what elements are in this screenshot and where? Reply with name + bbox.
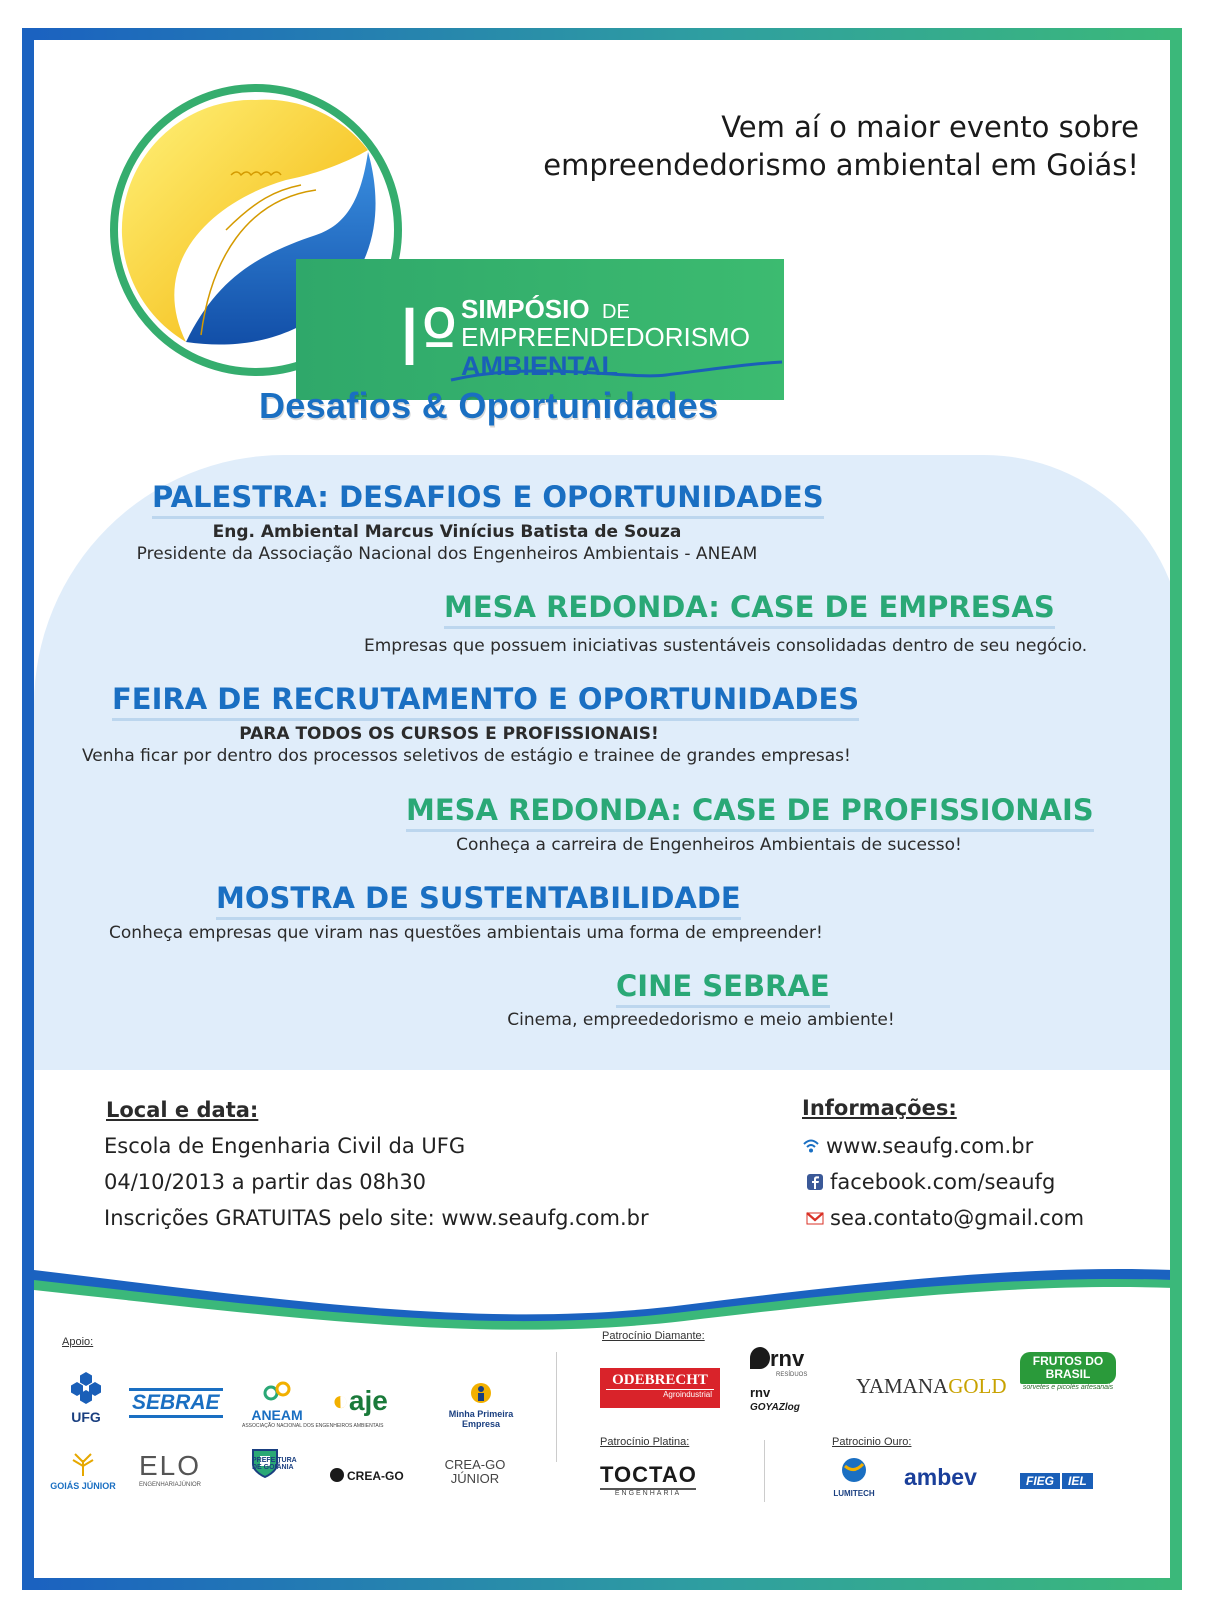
logo-de: DE <box>602 301 630 323</box>
local-place: Escola de Engenharia Civil da UFG <box>104 1134 466 1158</box>
local-signup: Inscrições GRATUITAS pelo site: www.seaufg.com.br <box>104 1206 649 1230</box>
tagline <box>514 108 1139 184</box>
palestra-speaker: Eng. Ambiental Marcus Vinícius Batista de Souza <box>212 522 682 542</box>
cine-desc: Cinema, empreededorismo e meio ambiente! <box>507 1010 895 1030</box>
logo-simposio: SIMPÓSIO <box>461 294 590 324</box>
tree-icon <box>68 1448 98 1476</box>
ufg-icon <box>69 1370 103 1404</box>
tagline-line-1: Vem aí o maior evento sobre <box>721 110 1139 144</box>
logo-odebrecht: ODEBRECHT Agroindustrial <box>600 1368 720 1408</box>
logo-sebrae: SEBRAE <box>129 1388 223 1418</box>
logo-aneam: ANEAM ASSOCIAÇÃO NACIONAL DOS ENGENHEIROS AMBIENTAIS <box>242 1380 312 1429</box>
logo-elo: ELO ENGENHARIAJÚNIOR <box>138 1450 202 1488</box>
info-site[interactable]: www.seaufg.com.br <box>826 1134 1034 1158</box>
facebook-icon <box>806 1173 824 1191</box>
logo-ambiental: AMBIENTAL <box>461 351 618 381</box>
mesa-empresas-desc: Empresas que possuem iniciativas sustentáveis consolidadas dentro de seu negócio. <box>364 636 1088 656</box>
info-label: Informações: <box>802 1096 957 1120</box>
platina-label: Patrocínio Platina: <box>600 1436 690 1448</box>
wave-divider <box>34 1250 1174 1330</box>
feira-subtitle: PARA TODOS OS CURSOS E PROFISSIONAIS! <box>239 724 659 744</box>
logo-crea-go: CREA-GO <box>330 1468 404 1483</box>
logo-aje: ◐aje <box>332 1385 388 1416</box>
logo-empreendedorismo: EMPREENDEDORISMO <box>461 322 750 352</box>
logo-goias-junior: GOIÁS JÚNIOR <box>48 1448 118 1491</box>
logo-rnv: rnv RESÍDUOS rnv GOYAZlog <box>750 1346 808 1413</box>
ouro-label: Patrocinio Ouro: <box>832 1436 912 1448</box>
mostra-desc: Conheça empresas que viram nas questões ambientais uma forma de empreender! <box>109 923 823 943</box>
logo-fieg-iel: FIEG IEL <box>1020 1472 1093 1490</box>
logo-yamana-gold: YAMANAGOLD <box>856 1374 1007 1398</box>
section-title-cine: CINE SEBRAE <box>616 969 830 1008</box>
feira-desc: Venha ficar por dentro dos processos seletivos de estágio e trainee de grandes empresas! <box>82 746 851 766</box>
subtitle: Desafios & Oportunidades <box>259 385 719 426</box>
logo-ambev: ambev <box>904 1464 977 1490</box>
logo-prefeitura: PREFEITURA DE GOIÂNIA <box>220 1448 310 1471</box>
section-title-mostra: MOSTRA DE SUSTENTABILIDADE <box>216 881 741 920</box>
gmail-icon <box>806 1209 824 1227</box>
local-date: 04/10/2013 a partir das 08h30 <box>104 1170 427 1194</box>
mesa-profissionais-desc: Conheça a carreira de Engenheiros Ambientais de sucesso! <box>456 835 962 855</box>
divider <box>556 1352 557 1462</box>
apoio-label: Apoio: <box>62 1336 94 1348</box>
section-title-palestra: PALESTRA: DESAFIOS E OPORTUNIDADES <box>152 480 824 519</box>
info-facebook[interactable]: facebook.com/seaufg <box>830 1170 1056 1194</box>
section-title-mesa-empresas: MESA REDONDA: CASE DE EMPRESAS <box>444 590 1055 629</box>
logo-ufg <box>56 1370 116 1425</box>
globe-icon <box>839 1456 869 1484</box>
palestra-role: Presidente da Associação Nacional dos Engenheiros Ambientais - ANEAM <box>136 544 758 564</box>
wifi-icon <box>802 1137 820 1155</box>
ufg-text: UFG <box>71 1409 101 1425</box>
divider <box>764 1440 765 1502</box>
person-icon <box>470 1382 492 1404</box>
logo-frutos-do-brasil: FRUTOS DO BRASIL sorvetes e picolés artesanais <box>1020 1352 1116 1391</box>
info-facebook-row[interactable] <box>806 1170 1055 1194</box>
local-label: Local e data: <box>106 1098 259 1122</box>
logo-crea-go-junior: CREA-GO JÚNIOR <box>444 1457 506 1486</box>
info-site-row[interactable] <box>802 1134 1033 1158</box>
info-email-row[interactable] <box>806 1206 1084 1230</box>
gears-icon <box>262 1380 292 1402</box>
section-title-mesa-profissionais: MESA REDONDA: CASE DE PROFISSIONAIS <box>406 793 1094 832</box>
logo-ordinal: Iº <box>398 294 458 384</box>
logo-lumitech: LUMITECH <box>830 1456 878 1498</box>
poster-frame <box>22 28 1182 1590</box>
info-email[interactable]: sea.contato@gmail.com <box>830 1206 1085 1230</box>
logo-minha-primeira-empresa: Minha Primeira Empresa <box>446 1382 516 1429</box>
logo-toctao: TOCTAO ENGENHARIA <box>600 1462 697 1497</box>
tagline-line-2: empreendedorismo ambiental em Goiás! <box>543 148 1139 182</box>
section-title-feira: FEIRA DE RECRUTAMENTO E OPORTUNIDADES <box>112 682 859 721</box>
diamante-label: Patrocínio Diamante: <box>602 1330 705 1342</box>
